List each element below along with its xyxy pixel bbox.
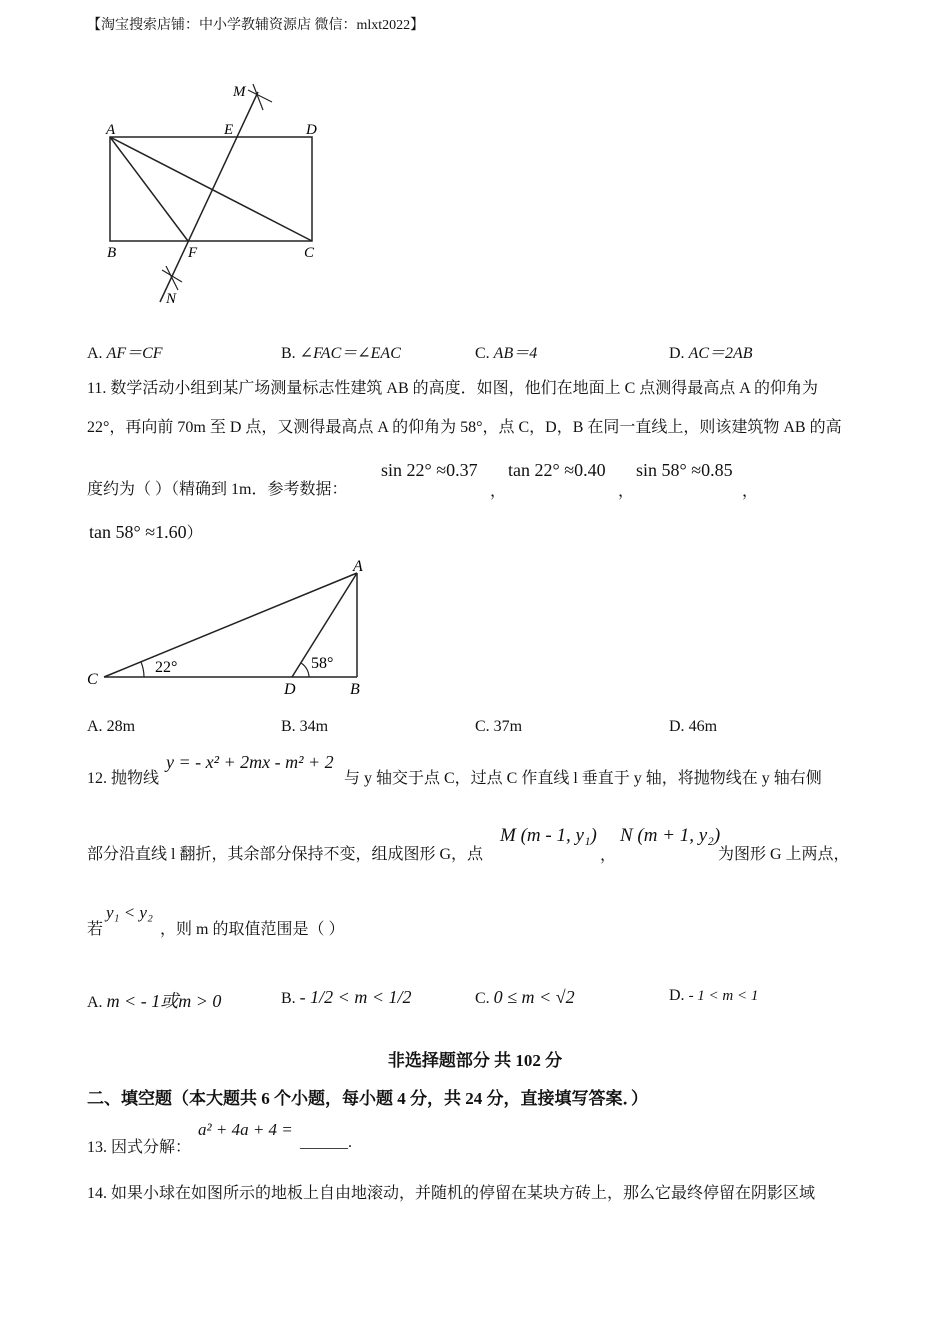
q13-expression: a² + 4a + 4 = xyxy=(198,1120,293,1139)
label-b: B xyxy=(350,681,360,698)
q12-line3-rest: ，则 m 的取值范围是（ ） xyxy=(160,921,345,938)
label-c: C xyxy=(304,245,315,261)
arc-mark-m1 xyxy=(248,90,272,102)
q11-option-b[interactable]: B. 34m xyxy=(281,718,329,735)
angle-label-22: 22° xyxy=(155,659,178,676)
q12-parabola: y = - x² + 2mx - m² + 2 xyxy=(166,752,334,772)
q12-option-a[interactable]: A. m < - 1或m > 0 xyxy=(87,991,222,1011)
label-d: D xyxy=(306,122,317,138)
label-a: A xyxy=(106,122,116,138)
label-e: E xyxy=(224,122,234,138)
q12-option-d[interactable]: D. - 1 < m < 1 xyxy=(669,987,759,1004)
section-title: 二、填空题（本大题共 6 个小题，每小题 4 分，共 24 分，直接填写答案．） xyxy=(87,1089,648,1108)
label-n: N xyxy=(166,291,177,307)
q14-line-1: 14. 如果小球在如图所示的地板上自由地滚动，并随机的停留在某块方砖上，那么它最终停留在阴影区域 xyxy=(87,1185,816,1202)
diagonal-ac xyxy=(110,137,312,241)
q11-option-a[interactable]: A. 28m xyxy=(87,718,136,735)
q12-ineq: y₁ < y₂ xyxy=(106,903,153,922)
q12-line1-rest: 与 y 轴交于点 C，过点 C 作直线 l 垂直于 y 轴，将抛物线在 y 轴右侧 xyxy=(344,770,822,787)
angle-arc-58 xyxy=(301,663,309,677)
page-header: 【淘宝搜索店铺：中小学教辅资源店 微信：mlxt2022】 xyxy=(87,18,425,33)
q11-line-2: 22°，再向前 70m 至 D 点，又测得最高点 A 的仰角为 58°，点 C，D，B 在同一直线上，则该建筑物 AB 的高 xyxy=(87,419,842,436)
q11-line-3: 度约为（ ）（精确到 1m．参考数据： xyxy=(87,481,348,498)
q11-ref-sin22: sin 22° ≈0.37 xyxy=(381,460,478,480)
q11-ref-tan22: tan 22° ≈0.40 xyxy=(508,460,606,480)
q11-comma-3: ， xyxy=(742,483,759,500)
figure-q11 xyxy=(80,552,380,702)
q12-option-b[interactable]: B. - 1/2 < m < 1/2 xyxy=(281,987,412,1007)
segment-af xyxy=(110,137,188,241)
q11-option-d[interactable]: D. 46m xyxy=(669,718,718,735)
q11-ref-sin58: sin 58° ≈0.85 xyxy=(636,460,733,480)
angle-label-58: 58° xyxy=(311,655,334,672)
angle-arc-22 xyxy=(141,662,144,677)
label-m: M xyxy=(233,84,246,100)
part2-title: 非选择题部分 共 102 分 xyxy=(387,1051,563,1070)
q10-option-c[interactable]: C. AB＝4 xyxy=(475,345,538,362)
q12-line2-rest: 为图形 G 上两点， xyxy=(718,846,850,863)
label-f: F xyxy=(188,245,198,261)
arc-mark-n1 xyxy=(162,270,182,282)
line-mn xyxy=(160,92,258,302)
q11-comma-2: ， xyxy=(618,483,635,500)
q10-option-b[interactable]: B. ∠FAC＝∠EAC xyxy=(281,345,401,362)
q11-comma-1: ， xyxy=(490,483,507,500)
label-b: B xyxy=(107,245,117,261)
q10-option-a[interactable]: A. AF＝CF xyxy=(87,345,163,362)
q12-line-3-pre: 若 xyxy=(87,921,104,938)
q12-sep: ， xyxy=(600,847,617,864)
label-c: C xyxy=(87,671,98,688)
q13-answer-blank[interactable]: ______. xyxy=(300,1134,352,1151)
label-a: A xyxy=(353,558,363,575)
q12-line-2: 部分沿直线 l 翻折，其余部分保持不变，组成图形 G，点 xyxy=(87,846,484,863)
figure-q10 xyxy=(80,70,360,320)
q12-point-n: N (m + 1, y₂) xyxy=(620,825,721,846)
q11-line-1: 11. 数学活动小组到某广场测量标志性建筑 AB 的高度．如图，他们在地面上 C 点测得最高点 A 的仰角为 xyxy=(87,380,818,397)
q12-option-c[interactable]: C. 0 ≤ m < √2 xyxy=(475,987,575,1007)
q11-option-c[interactable]: C. 37m xyxy=(475,718,523,735)
q12-prefix: 12. 抛物线 xyxy=(87,770,160,787)
q12-point-m: M (m - 1, y₁) xyxy=(500,825,597,846)
q11-ref-tan58-line: tan 58° ≈1.60） xyxy=(89,522,203,542)
label-d: D xyxy=(284,681,296,698)
q13-prefix: 13. 因式分解： xyxy=(87,1139,192,1156)
q11-ref-tan58: tan 58° ≈1.60 xyxy=(89,522,187,542)
q10-option-d[interactable]: D. AC＝2AB xyxy=(669,345,753,362)
